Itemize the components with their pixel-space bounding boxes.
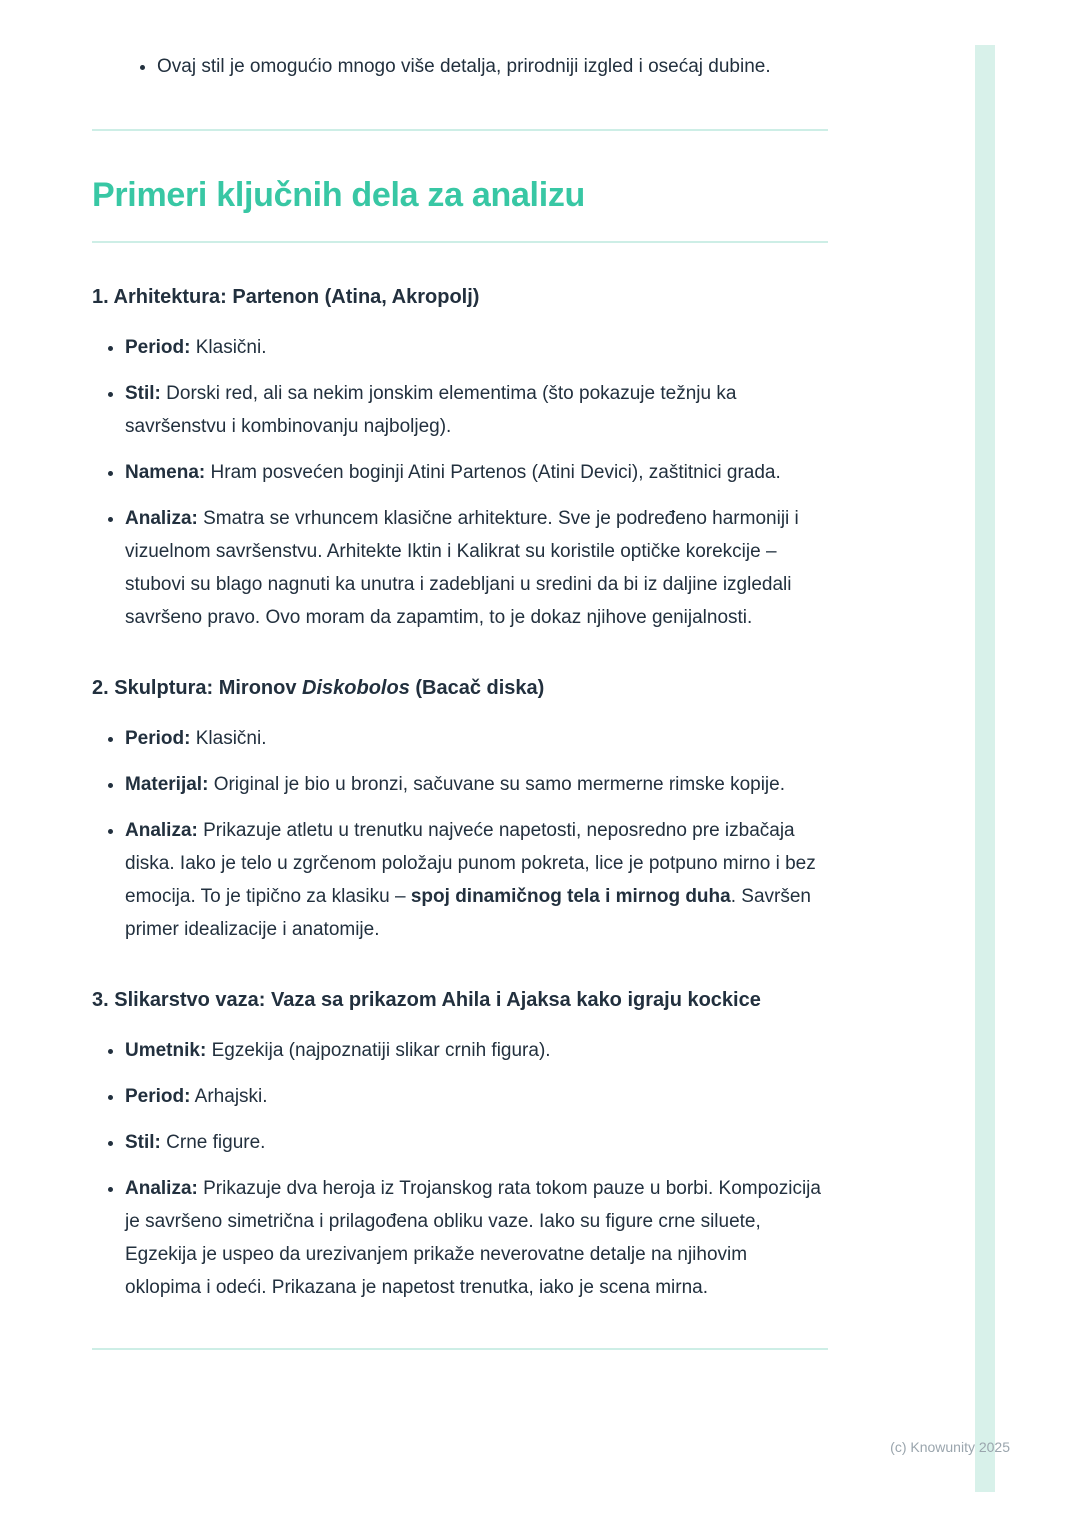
bullet-item (125, 1126, 828, 1159)
text-segment: Prikazuje atletu u trenutku najveće napetosti, neposredno pre izbačaja diska. Iako je telo u zgrčenom položaju punom pokreta, lice je potpuno mirno i bez emocija. To je tipično za klasiku – (125, 820, 816, 907)
text-segment: Original je bio u bronzi, sačuvane su samo mermerne rimske kopije. (208, 774, 785, 795)
text-segment: Arhajski. (190, 1086, 268, 1107)
bullet-list (92, 331, 828, 634)
text-segment: 2. Skulptura: Mironov (92, 677, 303, 699)
text-segment: Materijal: (125, 774, 209, 795)
text-segment: Period: (125, 728, 191, 749)
text-segment: Dorski red, ali sa nekim jonskim elementima (što pokazuje težnju ka savršenstvu i kombinovanju najboljeg). (125, 383, 737, 437)
bullet-item (157, 50, 828, 83)
text-segment: Crne figure. (160, 1132, 266, 1153)
text-segment: . Savršen primer idealizacije i anatomije. (125, 886, 811, 940)
text-segment: Analiza: (125, 820, 198, 841)
right-accent-bar (975, 45, 995, 1492)
document-content (92, 0, 828, 1350)
text-segment: Namena: (125, 462, 206, 483)
section-divider (92, 1348, 828, 1350)
bullet-item (125, 331, 828, 364)
section-heading (92, 283, 828, 311)
text-segment: Analiza: (125, 1178, 198, 1199)
bullet-list (92, 722, 828, 946)
text-segment: Diskobolos (302, 677, 410, 699)
text-segment: Period: (125, 1086, 191, 1107)
bullet-item (125, 456, 828, 489)
text-segment: Analiza: (125, 508, 198, 529)
top-bullet-list (92, 50, 828, 83)
bullet-item (125, 814, 828, 946)
text-segment: (Bacač diska) (409, 677, 545, 699)
text-segment: Egzekija (najpoznatiji slikar crnih figura). (206, 1040, 551, 1061)
bullet-item (125, 1172, 828, 1304)
text-segment: 1. Arhitektura: Partenon (Atina, Akropolj) (92, 286, 480, 308)
bullet-item (125, 768, 828, 801)
text-segment: Stil: (125, 1132, 161, 1153)
bullet-item (125, 722, 828, 755)
bullet-item (125, 1034, 828, 1067)
bullet-item (125, 377, 828, 443)
text-segment: Period: (125, 337, 191, 358)
section-divider (92, 241, 828, 243)
text-segment: Klasični. (190, 337, 267, 358)
text-segment: Smatra se vrhuncem klasične arhitekture. Sve je podređeno harmoniji i vizuelnom savršenstvu. Arhitekte Iktin i Kalikrat su koristile optičke korekcije – stubovi su blago nagnuti ka unutra i zadebljani u sredini da bi iz daljine izgledali savršeno pravo. Ovo moram da zapamtim, to je dokaz njihove genijalnosti. (125, 508, 799, 628)
text-segment: spoj dinamičnog tela i mirnog duha (410, 886, 731, 907)
sections-container (92, 283, 828, 1304)
text-segment: Prikazuje dva heroja iz Trojanskog rata tokom pauze u borbi. Kompozicija je savršeno simetrična i prilagođena obliku vaze. Iako su figure crne siluete, Egzekija je uspeo da urezivanjem prikaže neverovatne detalje na njihovim oklopima i odeći. Prikazana je napetost trenutka, iako je scena mirna. (125, 1178, 821, 1298)
text-segment: Ovaj stil je omogućio mnogo više detalja, prirodniji izgled i osećaj dubine. (157, 56, 771, 77)
section-heading (92, 986, 828, 1014)
bullet-item (125, 502, 828, 634)
bullet-item (125, 1080, 828, 1113)
text-segment: Hram posvećen boginji Atini Partenos (Atini Devici), zaštitnici grada. (205, 462, 781, 483)
footer-copyright: (c) Knowunity 2025 (890, 1439, 1010, 1455)
section-heading (92, 674, 828, 702)
text-segment: 3. Slikarstvo vaza: Vaza sa prikazom Ahila i Ajaksa kako igraju kockice (92, 989, 761, 1011)
text-segment: Stil: (125, 383, 161, 404)
text-segment: Umetnik: (125, 1040, 207, 1061)
bullet-list (92, 1034, 828, 1304)
page-title: Primeri ključnih dela za analizu (92, 176, 586, 214)
text-segment: Klasični. (190, 728, 267, 749)
section-divider (92, 129, 828, 131)
